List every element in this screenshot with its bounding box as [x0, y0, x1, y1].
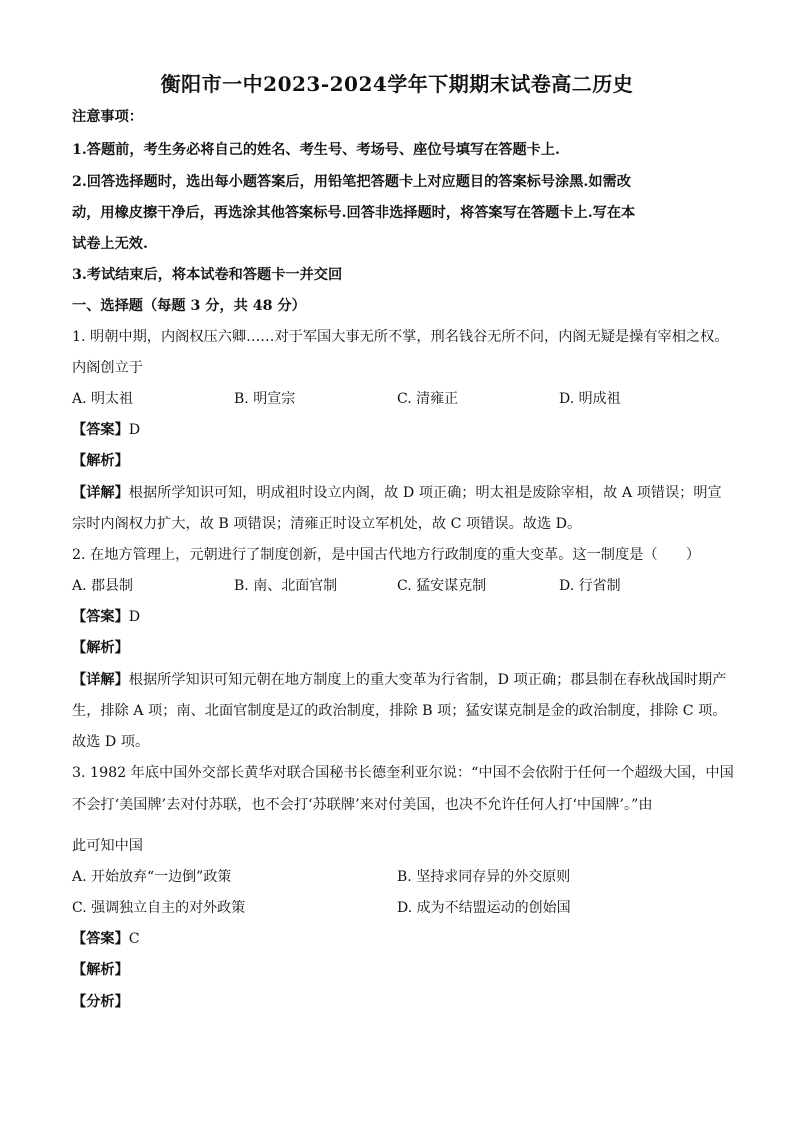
q3-answer-tag: 【答案】 [72, 931, 129, 947]
q1-answer [72, 420, 724, 440]
page-title: 衡阳市一中2023-2024学年下期期末试卷高二历史 [160, 72, 634, 96]
q3-option-d: D. 成为不结盟运动的创始国 [397, 900, 571, 916]
q3-answer [72, 929, 724, 949]
q1-detail-text-1: 根据所学知识可知，明成祖时设立内阁，故 D 项正确；明太祖是废除宰相，故 A 项错误；明宣 [128, 485, 722, 501]
q2-detail-line-2: 生，排除 A 项；南、北面官制度是辽的政治制度，排除 B 项；猛安谋克制是金的政治制度，排除 C 项。 [72, 703, 727, 719]
section-heading: 一、选择题（每题 3 分，共 48 分） [72, 298, 306, 314]
q1-detail-line-1 [72, 483, 724, 503]
q2-option-a: A. 郡县制 [72, 578, 134, 594]
q2-detail-tag: 【详解】 [72, 672, 129, 688]
notice-item-1: 1.答题前，考生务必将自己的姓名、考生号、考场号、座位号填写在答题卡上. [72, 142, 560, 158]
q2-detail-text-1: 根据所学知识可知元朝在地方制度上的重大变革为行省制，D 项正确；郡县制在春秋战国时期产 [128, 672, 727, 688]
q1-stem-line-2: 内阁创立于 [72, 360, 143, 376]
q1-answer-value: D [128, 422, 141, 438]
q3-fenxi-tag: 【分析】 [72, 994, 129, 1010]
notice-item-2-end: 试卷上无效. [72, 236, 148, 252]
q3-stem-line-2: 不会打‘美国牌’去对付苏联，也不会打‘苏联牌’来对付美国，也决不允许任何人打‘中国牌’。”由 [72, 797, 653, 813]
q3-analysis [72, 960, 724, 980]
q1-answer-tag: 【答案】 [72, 422, 129, 438]
q3-stem-line-1: 3. 1982 年底中国外交部长黄华对联合国秘书长德奎利亚尔说：“中国不会依附于任何一个超级大国，中国 [72, 765, 734, 781]
q3-option-b: B. 坚持求同存异的外交原则 [397, 869, 571, 885]
q1-stem-line-1: 1. 明朝中期，内阁权压六卿……对于军国大事无所不掌，刑名钱谷无所不问，内阁无疑是操有宰相之权。 [72, 329, 729, 345]
q3-analysis-tag: 【解析】 [72, 962, 129, 978]
q1-option-c: C. 清雍正 [397, 391, 459, 407]
q1-analysis [72, 451, 724, 471]
q2-stem: 2. 在地方管理上，元朝进行了制度创新，是中国古代地方行政制度的重大变革。这一制度是（ ） [72, 547, 701, 563]
q2-option-d: D. 行省制 [559, 578, 621, 594]
notice-heading: 注意事项： [72, 109, 143, 125]
q2-option-b: B. 南、北面官制 [234, 578, 338, 594]
notice-item-2: 2.回答选择题时，选出每小题答案后，用铅笔把答题卡上对应题目的答案标号涂黑.如需改 [72, 174, 631, 190]
q2-detail-line-3: 故选 D 项。 [72, 734, 150, 750]
q2-analysis-tag: 【解析】 [72, 640, 129, 656]
q2-analysis [72, 638, 724, 658]
q2-answer-tag: 【答案】 [72, 609, 129, 625]
q3-stem-line-3: 此可知中国 [72, 838, 143, 854]
q1-option-b: B. 明宣宗 [234, 391, 296, 407]
q2-option-c: C. 猛安谋克制 [397, 578, 487, 594]
q2-answer [72, 607, 724, 627]
q1-option-d: D. 明成祖 [559, 391, 621, 407]
q2-answer-value: D [128, 609, 141, 625]
q1-analysis-tag: 【解析】 [72, 453, 129, 469]
notice-item-3: 3.考试结束后，将本试卷和答题卡一并交回 [72, 267, 343, 283]
q3-option-a: A. 开始放弃“一边倒”政策 [72, 869, 232, 885]
q3-answer-value: C [128, 931, 140, 947]
q2-detail-line-1 [72, 670, 727, 690]
notice-item-2-cont: 动，用橡皮擦干净后，再选涂其他答案标号.回答非选择题时，将答案写在答题卡上.写在本 [72, 205, 636, 221]
q1-detail-tag: 【详解】 [72, 485, 129, 501]
q1-detail-line-2: 宗时内阁权力扩大，故 B 项错误；清雍正时设立军机处，故 C 项错误。故选 D。 [72, 516, 582, 532]
q3-fenxi [72, 992, 724, 1012]
q1-option-a: A. 明太祖 [72, 391, 134, 407]
q3-option-c: C. 强调独立自主的对外政策 [72, 900, 246, 916]
